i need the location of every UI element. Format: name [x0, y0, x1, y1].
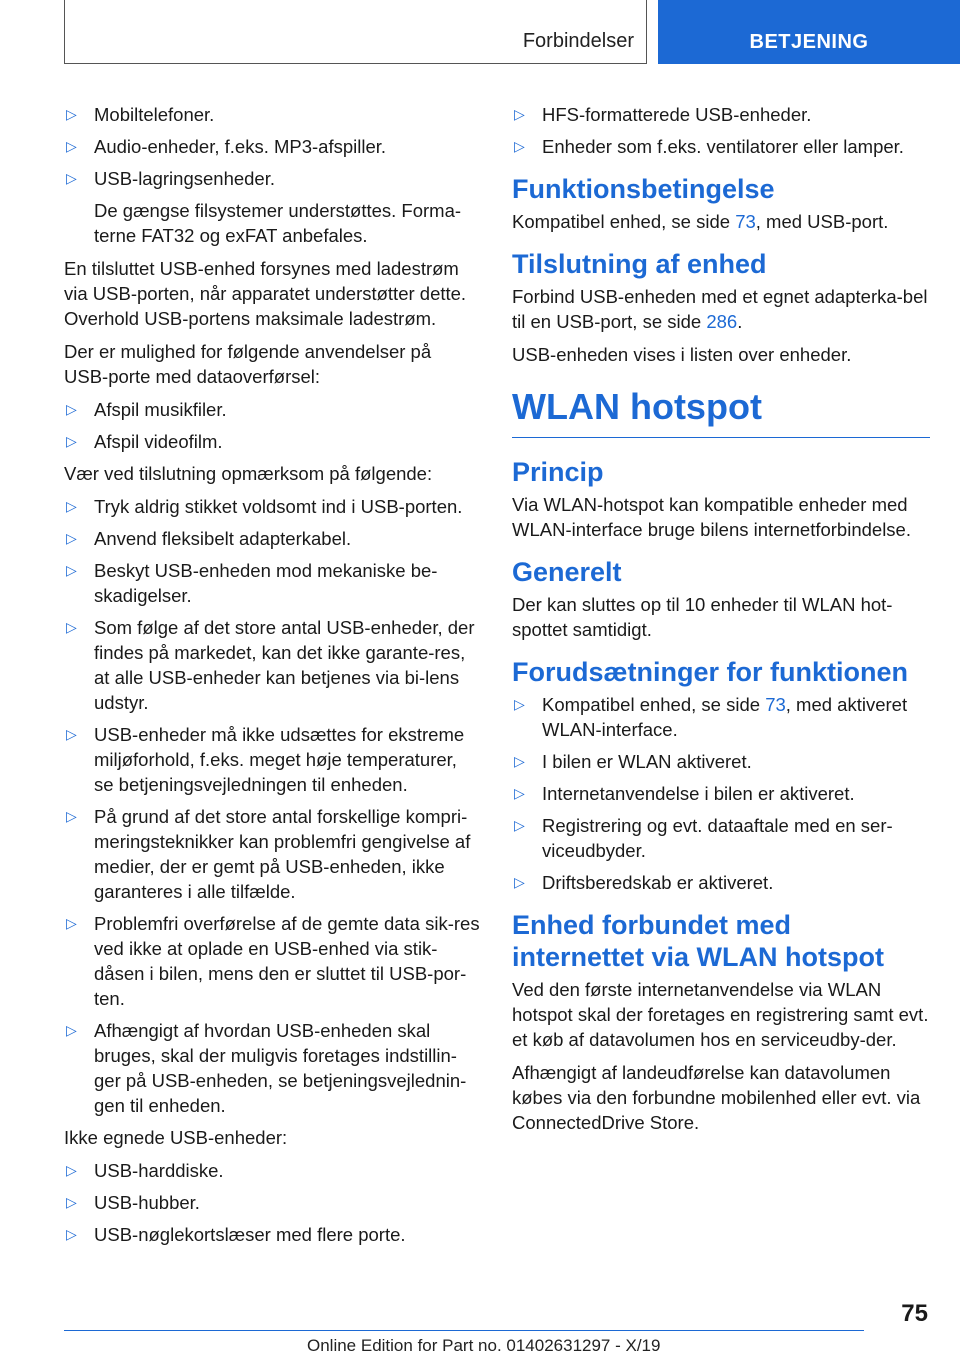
heading-device-connected: Enhed forbundet med internettet via WLAN hotspot: [512, 910, 884, 972]
footer-divider: [64, 1330, 864, 1331]
paragraph: Forbind USB-enheden med et egnet adapterka‐bel til en USB-port, se side 286.: [512, 286, 928, 332]
list-item: ▷ USB-enheder må ikke udsættes for ekstreme miljøforhold, f.eks. meget høje temperaturer, se betjeningsvejledningen til enheden.: [66, 724, 465, 795]
list-item: ▷ Som følge af det store antal USB-enheder, der findes på markedet, kan det ikke garante‐res, at alle USB-enheder kan betjenes via bi‐lens udstyr.: [66, 617, 475, 713]
list-subtext: De gængse filsystemer understøttes. Forma‐terne FAT32 og exFAT anbefales.: [94, 200, 462, 246]
triangle-bullet-icon: ▷: [66, 138, 77, 154]
list-item: ▷ På grund af det store antal forskellige kompri‐meringsteknikker kan problemfri gengivelse af medier, der er gemt på USB-enheden, ikke garanteres i alle tilfælde.: [66, 806, 471, 902]
triangle-bullet-icon: ▷: [514, 106, 525, 122]
triangle-bullet-icon: ▷: [514, 753, 525, 769]
triangle-bullet-icon: ▷: [66, 498, 77, 514]
usage-list: [64, 397, 480, 454]
left-column: [64, 102, 480, 1254]
section-title: Forbindelser: [522, 30, 634, 52]
list-item: ▷ Internetanvendelse i bilen er aktiveret.: [514, 783, 855, 804]
prerequisites-list: [512, 692, 930, 895]
header-frame: [64, 0, 647, 64]
triangle-bullet-icon: ▷: [66, 401, 77, 417]
triangle-bullet-icon: ▷: [66, 170, 77, 186]
triangle-bullet-icon: ▷: [514, 817, 525, 833]
triangle-bullet-icon: ▷: [66, 808, 77, 824]
paragraph: En tilsluttet USB-enhed forsynes med ladestrøm via USB-porten, når apparatet understøtter dette. Overhold USB-portens maksimale ladestrøm.: [64, 258, 467, 329]
heading-principle: Princip: [512, 457, 604, 487]
triangle-bullet-icon: ▷: [66, 106, 77, 122]
device-list: [64, 102, 480, 191]
heading-function-condition: Funktionsbetingelse: [512, 174, 775, 204]
list-item: ▷ Problemfri overførelse af de gemte data sik‐res ved ikke at oplade en USB-enhed via stik‐dåsen i bilen, mens den er sluttet til USB-por‐ten.: [66, 913, 480, 1009]
triangle-bullet-icon: ▷: [66, 726, 77, 742]
paragraph: Der er mulighed for følgende anvendelser på USB-porte med dataoverførsel:: [64, 341, 432, 387]
page-link-73[interactable]: 73: [765, 694, 786, 715]
paragraph: USB-enheden vises i listen over enheder.: [512, 344, 852, 365]
triangle-bullet-icon: ▷: [514, 138, 525, 154]
list-item: ▷ Afhængigt af hvordan USB-enheden skal bruges, skal der muligvis foretages indstillin‐ger på USB-enheden, se betjeningsvejlednin‐gen til enheden.: [66, 1020, 467, 1116]
heading-connect-device: Tilslutning af enhed: [512, 249, 767, 279]
triangle-bullet-icon: ▷: [66, 1226, 77, 1242]
paragraph: Ikke egnede USB-enheder:: [64, 1127, 288, 1148]
right-column: [512, 102, 930, 1143]
list-item: ▷ Anvend fleksibelt adapterkabel.: [66, 528, 352, 549]
list-item: ▷ Mobiltelefoner.: [66, 104, 215, 125]
list-item: ▷ Enheder som f.eks. ventilatorer eller lamper.: [514, 136, 904, 157]
list-item: ▷ Registrering og evt. dataaftale med en ser‐viceudbyder.: [514, 815, 893, 861]
paragraph: Afhængigt af landeudførelse kan datavolumen købes via den forbundne mobilenhed eller evt. via ConnectedDrive Store.: [512, 1062, 921, 1133]
list-item: ▷ Beskyt USB-enheden mod mekaniske be‐skadigelser.: [66, 560, 438, 606]
unsuitable-list-cont: [512, 102, 930, 159]
paragraph: Kompatibel enhed, se side 73, med USB-port.: [512, 211, 889, 232]
list-item: ▷ Kompatibel enhed, se side 73, med aktiveret WLAN-interface.: [514, 694, 908, 740]
page-link-286[interactable]: 286: [706, 311, 738, 332]
triangle-bullet-icon: ▷: [66, 530, 77, 546]
paragraph: Ved den første internetanvendelse via WLAN hotspot skal der foretages en registrering samt evt. et køb af datavolumen hos en serviceudby‐der.: [512, 979, 929, 1050]
paragraph: Via WLAN-hotspot kan kompatible enheder med WLAN-interface bruge bilens internetforbindelse.: [512, 494, 911, 540]
paragraph: Vær ved tilslutning opmærksom på følgende:: [64, 463, 433, 484]
list-item: ▷ I bilen er WLAN aktiveret.: [514, 751, 752, 772]
triangle-bullet-icon: ▷: [66, 619, 77, 635]
list-item: ▷ USB-hubber.: [66, 1192, 200, 1213]
triangle-bullet-icon: ▷: [66, 562, 77, 578]
triangle-bullet-icon: ▷: [514, 785, 525, 801]
notes-list: [64, 494, 480, 1118]
list-item: ▷ Tryk aldrig stikket voldsomt ind i USB-porten.: [66, 496, 463, 517]
list-item: ▷ USB-harddiske.: [66, 1160, 224, 1181]
heading-general: Generelt: [512, 557, 622, 587]
triangle-bullet-icon: ▷: [66, 1162, 77, 1178]
chapter-tab[interactable]: BETJENING: [658, 0, 960, 64]
page-number: 75: [901, 1300, 928, 1327]
list-item: ▷ Audio-enheder, f.eks. MP3-afspiller.: [66, 136, 387, 157]
heading-wlan-hotspot: WLAN hotspot: [512, 385, 930, 438]
triangle-bullet-icon: ▷: [514, 696, 525, 712]
list-item: ▷ HFS-formatterede USB-enheder.: [514, 104, 812, 125]
triangle-bullet-icon: ▷: [66, 1022, 77, 1038]
edition-footer: Online Edition for Part no. 01402631297 - X/19: [307, 1336, 661, 1355]
triangle-bullet-icon: ▷: [66, 915, 77, 931]
list-item: ▷ USB-nøglekortslæser med flere porte.: [66, 1224, 406, 1245]
list-item: ▷ Afspil videofilm.: [66, 431, 223, 452]
list-item: ▷ USB-lagringsenheder.: [66, 168, 275, 189]
paragraph: Der kan sluttes op til 10 enheder til WLAN hot‐spottet samtidigt.: [512, 594, 893, 640]
triangle-bullet-icon: ▷: [66, 1194, 77, 1210]
list-item: ▷ Afspil musikfiler.: [66, 399, 227, 420]
triangle-bullet-icon: ▷: [514, 874, 525, 890]
page-link-73[interactable]: 73: [735, 211, 756, 232]
list-item: ▷ Driftsberedskab er aktiveret.: [514, 872, 774, 893]
unsuitable-list: [64, 1158, 480, 1247]
triangle-bullet-icon: ▷: [66, 433, 77, 449]
heading-prerequisites: Forudsætninger for funktionen: [512, 657, 908, 687]
